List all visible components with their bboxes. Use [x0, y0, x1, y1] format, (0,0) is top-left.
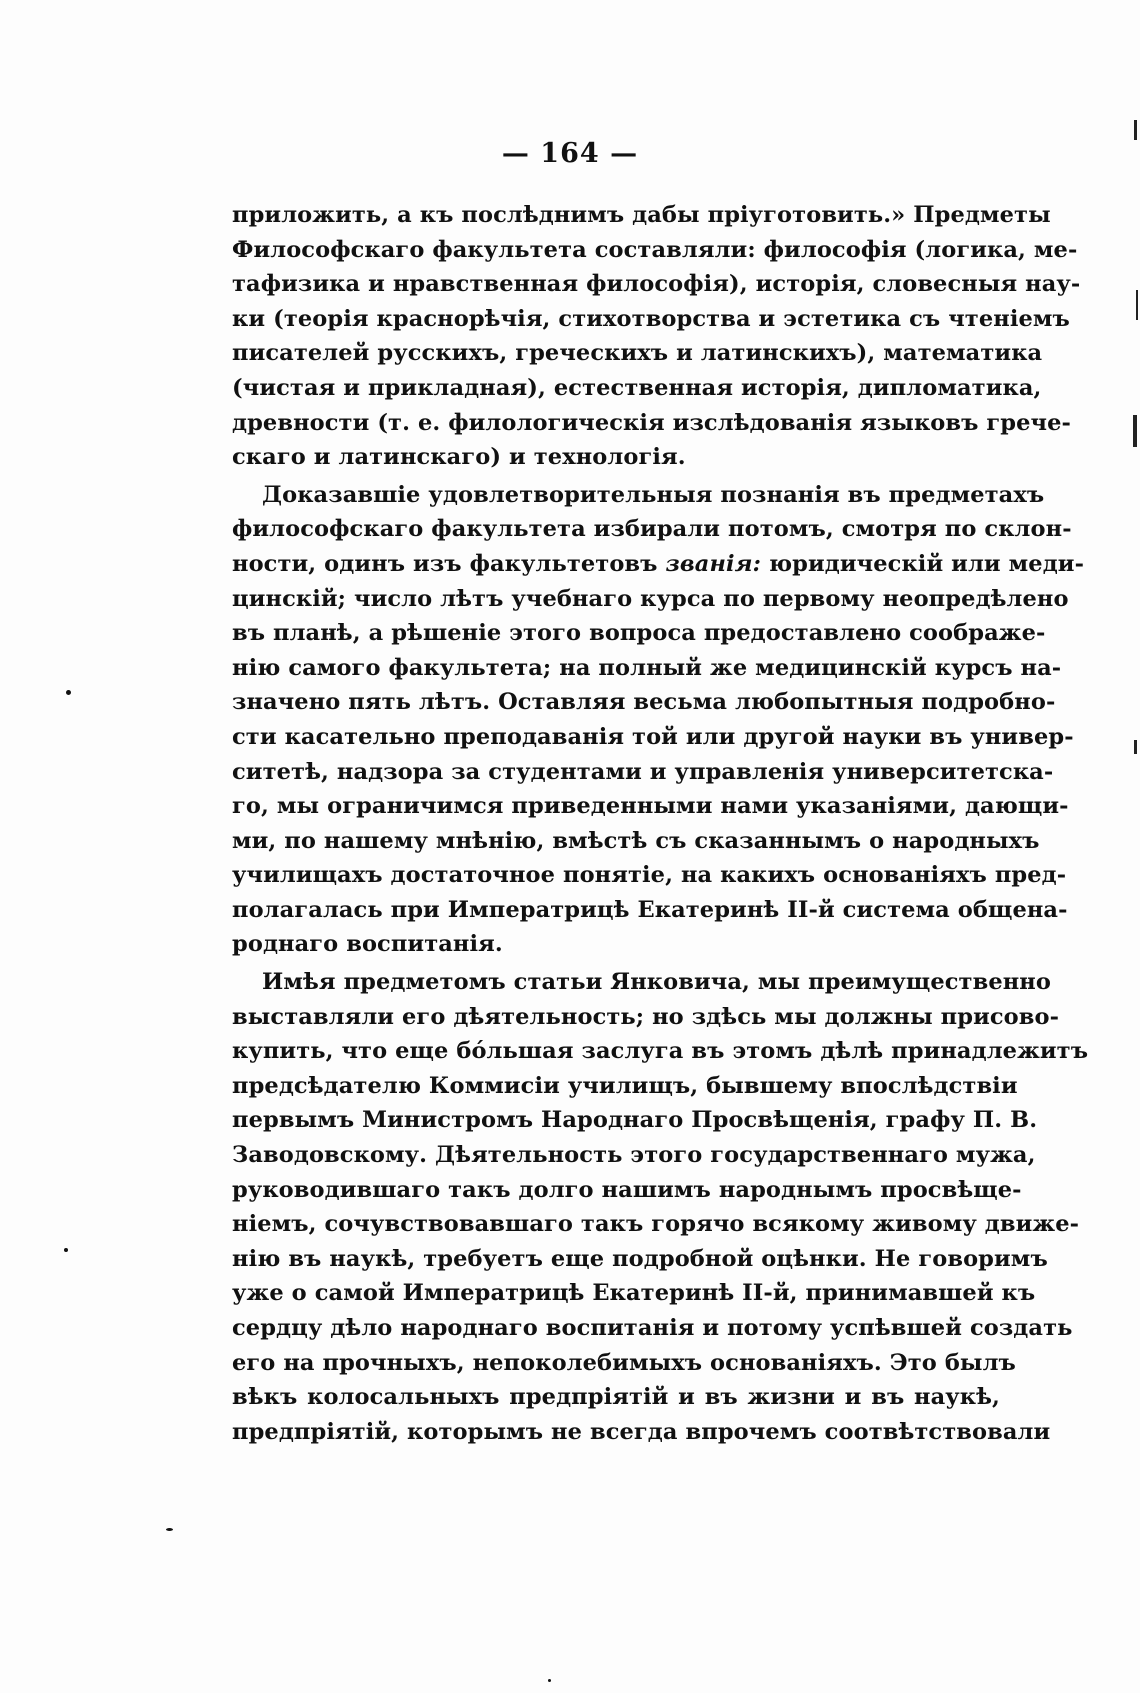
scan-edge-mark [1136, 290, 1138, 320]
text-line: ситетѣ, надзора за студентами и управленія университетска- [232, 758, 1054, 785]
text-segment: юридическій или меди- [768, 550, 1085, 577]
text-line: училищахъ достаточное понятіе, на какихъ основаніяхъ пред- [232, 862, 1067, 889]
text-line: скаго и латинскаго) и технологія. [232, 444, 686, 471]
scan-speck [66, 690, 71, 695]
italic-word: званія: [665, 550, 762, 577]
scan-edge-mark [1134, 740, 1137, 754]
text-line: сти касательно преподаванія той или другой науки въ универ- [232, 723, 1074, 750]
paragraph-3 [232, 965, 1089, 1449]
text-line: Имѣя предметомъ статьи Янковича, мы преимущественно [262, 969, 1051, 996]
text-line: ми, по нашему мнѣнію, вмѣстѣ съ сказаннымъ о народныхъ [232, 827, 1040, 854]
text-line-with-italic [232, 547, 1085, 582]
text-line: ніемъ, сочувствовавшаго такъ горячо всякому живому движе- [232, 1211, 1080, 1238]
text-line: предпріятій, которымъ не всегда впрочемъ соотвѣтствовали [232, 1418, 1051, 1445]
scan-speck [166, 1528, 173, 1531]
body-text [232, 198, 1089, 1449]
text-line: роднаго воспитанія. [232, 931, 503, 958]
text-line: значено пять лѣтъ. Оставляя весьма любопытныя подробно- [232, 689, 1056, 716]
text-line: древности (т. е. филологическія изслѣдованія языковъ грече- [232, 409, 1071, 436]
scan-edge-mark [1133, 415, 1137, 447]
text-line: его на прочныхъ, непоколебимыхъ основаніяхъ. Это былъ [232, 1349, 1016, 1376]
text-line: Философскаго факультета составляли: философія (логика, ме- [232, 236, 1078, 263]
text-line: приложить, а къ послѣднимъ дабы пріуготовить.» Предметы [232, 202, 1051, 228]
scan-edge-mark [1134, 120, 1137, 140]
page-number: — 164 — [501, 138, 639, 169]
text-line: ки (теорія краснорѣчія, стихотворства и эстетика съ чтеніемъ [232, 305, 1070, 332]
text-line: го, мы ограничимся приведенными нами указаніями, дающи- [232, 793, 1069, 820]
text-line: писателей русскихъ, греческихъ и латинскихъ), математика [232, 340, 1043, 367]
text-line: сердцу дѣло народнаго воспитанія и потому успѣвшей создать [232, 1315, 1073, 1341]
text-line: философскаго факультета избирали потомъ, смотря по склон- [232, 516, 1072, 543]
text-line: Заводовскому. Дѣятельность этого государственнаго мужа, [232, 1142, 1036, 1169]
text-line: полагалась при Императрицѣ Екатеринѣ II-й система общена- [232, 896, 1068, 923]
scan-speck [64, 1248, 68, 1252]
paragraph-2 [232, 478, 1085, 962]
text-line: уже о самой Императрицѣ Екатеринѣ II-й, принимавшей къ [232, 1280, 1036, 1307]
text-line: руководившаго такъ долго нашимъ народнымъ просвѣще- [232, 1176, 1022, 1203]
text-line: выставляли его дѣятельность; но здѣсь мы должны присово- [232, 1003, 1060, 1030]
text-line: въ планѣ, а рѣшеніе этого вопроса предоставлено соображе- [232, 620, 1046, 647]
text-line: нію самого факультета; на полный же медицинскій курсъ на- [232, 654, 1062, 681]
text-line: (чистая и прикладная), естественная исторія, дипломатика, [232, 374, 1042, 401]
text-line: цинскій; число лѣтъ учебнаго курса по первому неопредѣлено [232, 585, 1069, 612]
text-line: предсѣдателю Коммисіи училищъ, бывшему впослѣдствіи [232, 1072, 1018, 1099]
scan-speck [548, 1679, 551, 1682]
text-line: купить, что еще бóльшая заслуга въ этомъ дѣлѣ принадлежитъ [232, 1038, 1089, 1065]
text-line: первымъ Министромъ Народнаго Просвѣщенія, графу П. В. [232, 1107, 1038, 1134]
text-segment: ности, одинъ изъ факультетовъ [232, 550, 658, 577]
text-line: Доказавшіе удовлетворительныя познанія въ предметахъ [262, 481, 1045, 508]
text-line: вѣкъ колосальныхъ предпріятій и въ жизни и въ наукѣ, [232, 1384, 1000, 1411]
paragraph-1 [232, 198, 1081, 475]
text-line: тафизика и нравственная философія), исторія, словесныя нау- [232, 271, 1081, 298]
text-line: нію въ наукѣ, требуетъ еще подробной оцѣнки. Не говоримъ [232, 1245, 1048, 1272]
